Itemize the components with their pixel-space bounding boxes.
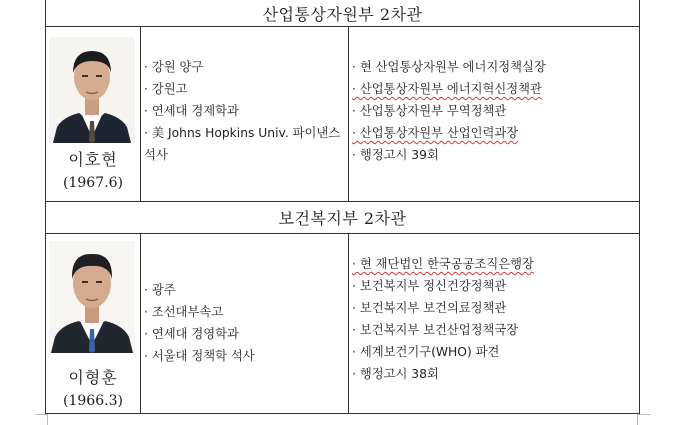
list-item: · 보건복지부 보건의료정책관 [352,301,507,315]
profile-column [46,233,140,413]
list-item: · 행정고시 39회 [352,148,439,162]
list-item: · 산업통상자원부 에너지혁신정책관 [352,82,542,96]
education-list [144,56,346,166]
person-name: 이호현 [68,150,118,169]
list-item: · 조선대부속고 [144,305,224,319]
list-item: · 美 Johns Hopkins Univ. 파이낸스 석사 [144,126,341,162]
list-item: · 연세대 경제학과 [144,104,239,118]
person-row [46,27,639,201]
profile-photo [49,241,135,353]
ministry-header [46,201,639,234]
page-corner-mark [35,414,48,425]
list-item: · 산업통상자원부 무역정책관 [352,104,507,118]
list-item: · 세계보건기구(WHO) 파견 [352,345,500,359]
list-item: · 행정고시 38회 [352,367,439,381]
list-item: · 광주 [144,283,176,297]
column-divider [348,233,349,413]
list-item: · 서울대 정책학 석사 [144,349,255,363]
appointment-table [45,0,640,414]
profile-column [46,27,140,201]
list-item: · 보건복지부 정신건강정책관 [352,279,507,293]
column-divider [140,233,141,413]
person-portrait-icon [49,241,135,353]
list-item: · 산업통상자원부 산업인력과장 [352,126,519,140]
career-list [352,253,636,385]
career-list [352,56,636,166]
page-margin-left [0,0,44,425]
column-divider [348,27,349,201]
person-name: 이형훈 [68,368,118,387]
list-item: · 연세대 경영학과 [144,327,239,341]
person-birth-date: (1967.6) [63,175,123,191]
column-divider [140,27,141,201]
list-item: · 현 재단법인 한국공공조직은행장 [352,257,534,271]
person-birth-date: (1966.3) [63,393,123,409]
person-row [46,233,639,413]
list-item: · 현 산업통상자원부 에너지정책실장 [352,60,546,74]
ministry-title: 보건복지부 2차관 [278,209,407,228]
ministry-title: 산업통상자원부 2차관 [262,4,423,24]
list-item: · 강원고 [144,82,188,96]
list-item: · 보건복지부 보건산업정책국장 [352,323,519,337]
profile-photo [49,37,135,143]
ministry-header [46,0,639,27]
list-item: · 강원 양구 [144,60,204,74]
page-corner-mark [637,414,650,425]
person-portrait-icon [49,37,135,143]
education-list [144,279,346,367]
